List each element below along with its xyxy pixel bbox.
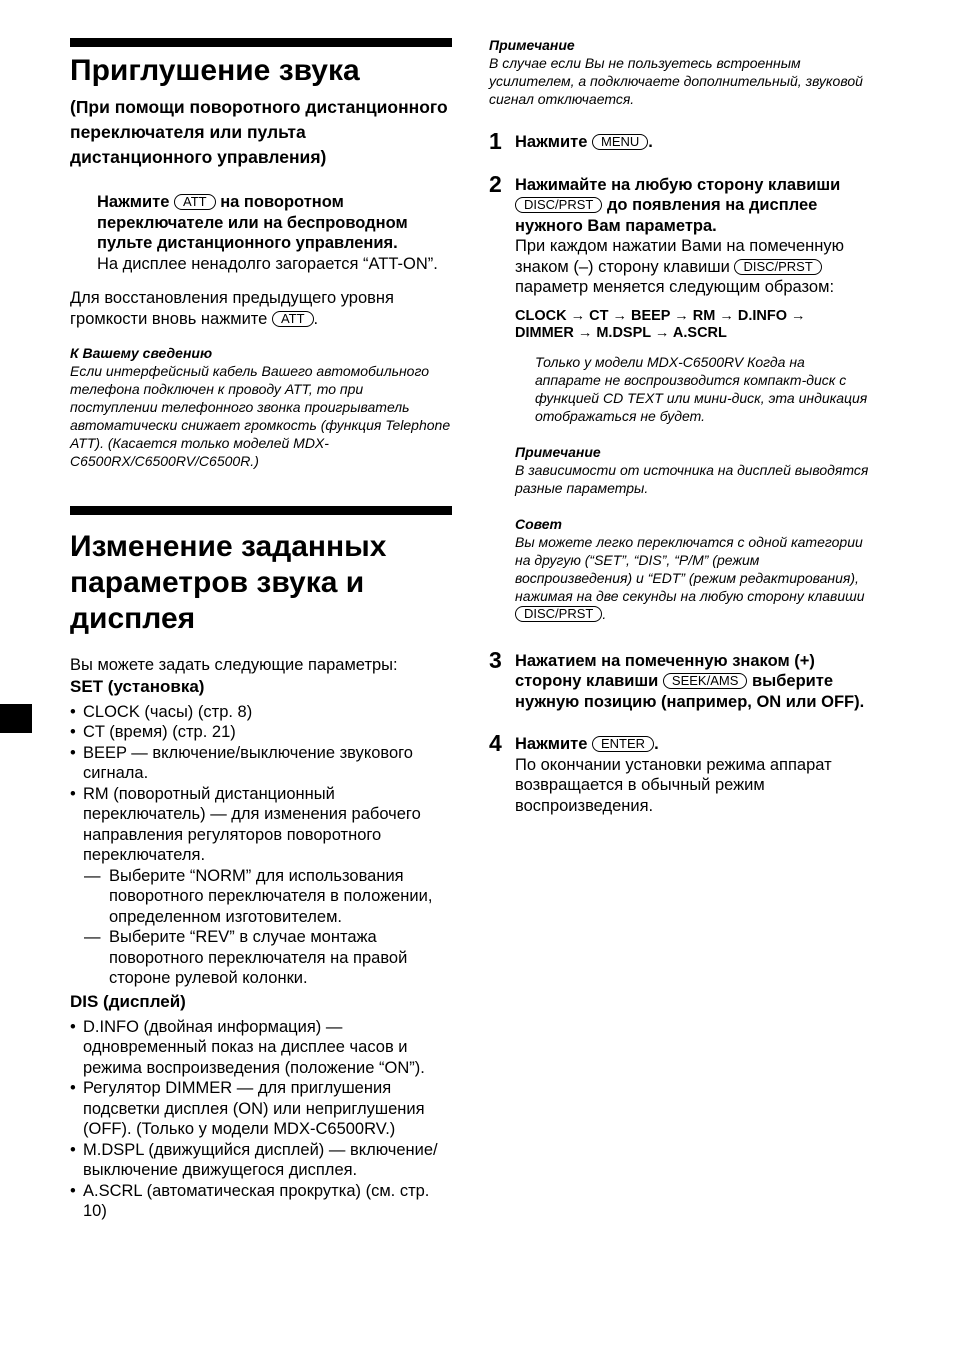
dis-heading: DIS (дисплей) [70,991,186,1011]
list-item: • Регулятор DIMMER — для приглушения подсветки дисплея (ON) или неприглушения (OFF). (Только у модели MDX-C6500RV.) [70,1078,452,1140]
step-number: 2 [489,170,502,197]
tip-end: . [602,605,607,622]
enter-key: ENTER [592,736,654,752]
disc-prst-key: DISC/PRST [515,197,602,213]
tip-body: Вы можете легко переключатся с одной категории на другую (“SET”, “DIS”, “P/M” (режим воспроизведения) и “EDT” (режим редактирования), нажимая на две секунды на любую сторону клавиши [515,533,865,604]
step-number: 4 [489,730,502,756]
tip-text [515,533,874,623]
page-edge-tab [0,704,32,733]
rm-option-rev-text: Выберите “REV” в случае монтажа поворотного переключателя на правой стороне рулевой колонки. [109,928,408,987]
step-4-end: . [654,735,659,753]
step-3-a: Нажатием на помеченную знаком (+) сторону клавиши [515,651,815,690]
sequence-line-2: DIMMER → M.DSPL → A.SCRL [515,325,727,341]
list-item: • RM (поворотный дистанционный переключатель) — для изменения рабочего направления регуляторов поворотного переключателя. [70,784,452,866]
step-1-end: . [648,133,653,151]
set-heading: SET (установка) [70,676,205,696]
dash-mark: — [84,866,101,885]
list-item: • M.DSPL (движущийся дисплей) — включение/выключение движущегося дисплея. [70,1140,452,1181]
tip [515,515,874,623]
seek-ams-key: SEEK/AMS [663,673,747,689]
disc-prst-key-3: DISC/PRST [515,606,602,622]
restore-text: Для восстановления предыдущего уровня громкости вновь нажмите [70,289,394,328]
top-note-text: В случае если Вы не пользуетесь встроенным усилителем, а подключаете дополнительный, звуковой сигнал отключается. [489,55,863,107]
tip-title: Совет [515,515,563,532]
dash-mark: — [84,928,101,946]
step-1 [489,128,874,154]
set-list [70,702,452,866]
section2-intro: Вы можете задать следующие параметры: [70,656,398,674]
dis-list [70,1017,452,1222]
step-3-b: выберите нужную позицию (например, ON или OFF). [515,672,865,711]
info-note [70,344,452,470]
step-2-instruction [515,175,874,237]
right-column [489,36,874,816]
restore-end: . [313,309,319,328]
att-key-2: ATT [272,311,314,327]
rm-option-rev [70,927,452,989]
restore-paragraph [70,288,452,329]
instruction-rest: на поворотном переключателе или на беспроводном пульте дистанционного управления. [97,193,408,252]
left-column [70,38,452,1222]
info-note-title: К Вашему сведению [70,345,213,361]
press-label: Нажмите [515,735,588,753]
step-number: 3 [489,646,502,673]
step-3-text [515,651,874,713]
section-rule-2 [70,506,452,515]
info-note-text: Если интерфейсный кабель Вашего автомобильного телефона подключен к проводу ATT, то при поступлении телефонного звонка проигрыватель автоматически снижает громкость (функция Telephone ATT). (Касается только моделей MDX-C6500RX/C6500RV/C6500R.) [70,363,451,469]
step-2-bold-b: до появления на дисплее нужного Вам параметра. [515,196,818,235]
step-2-bold-a: Нажимайте на любую сторону клавиши [515,175,841,194]
section1-subtitle: (При помощи поворотного дистанционного переключателя или пульта дистанционного управления) [70,97,448,167]
parameter-sequence [515,308,874,343]
press-label: Нажмите [97,193,170,211]
list-item: • A.SCRL (автоматическая прокрутка) (см. стр. 10) [70,1181,452,1222]
step-3 [489,646,874,713]
step-2-normal-b: параметр меняется следующим образом: [515,278,835,296]
list-item: • D.INFO (двойная информация) — одновременный показ на дисплее часов и режима воспроизведения (положение “ON”). [70,1017,452,1079]
step-4 [489,730,874,816]
note-2-text: В зависимости от источника на дисплей выводятся разные параметры. [515,461,869,496]
step-number: 1 [489,128,502,154]
press-label: Нажмите [515,133,588,151]
section2-title: Изменение заданных параметров звука и дисплея [70,530,387,635]
list-item: • CLOCK (часы) (стр. 8) [70,702,452,723]
step-4-text [515,734,874,755]
note-2-title: Примечание [515,443,601,460]
model-note: Только у модели MDX-C6500RV Когда на аппарате не воспроизводится компакт-диск с функцией CD TEXT или мини-диск, эта индикация отображаться не будет. [535,353,868,424]
sequence-line-1: CLOCK → CT → BEEP → RM → D.INFO → [515,307,806,324]
list-item: • BEEP — включение/выключение звукового сигнала. [70,743,452,784]
list-item: • CT (время) (стр. 21) [70,722,452,743]
step-2 [489,170,874,623]
disc-prst-key-2: DISC/PRST [734,259,821,275]
step-2-normal-a: При каждом нажатии Вами на помеченную знаком (–) сторону клавиши [515,237,844,276]
section-rule [70,38,452,47]
note-2 [515,443,874,497]
step-2-description [515,236,874,298]
mute-instruction [97,192,452,274]
step-4-result: По окончании установки режима аппарат возвращается в обычный режим воспроизведения. [515,755,832,815]
rm-option-norm [70,866,452,928]
top-note-title: Примечание [489,37,575,53]
att-key: ATT [174,194,216,210]
rm-option-norm-text: Выберите “NORM” для использования поворотного переключателя в положении, определенном изготовителем. [109,866,433,926]
step-1-text [515,132,874,153]
top-note [489,36,874,108]
mute-instruction-text [97,192,452,254]
mute-result: На дисплее ненадолго загорается “ATT-ON”. [97,254,438,273]
section1-title: Приглушение звука [70,54,360,87]
menu-key: MENU [592,134,648,150]
